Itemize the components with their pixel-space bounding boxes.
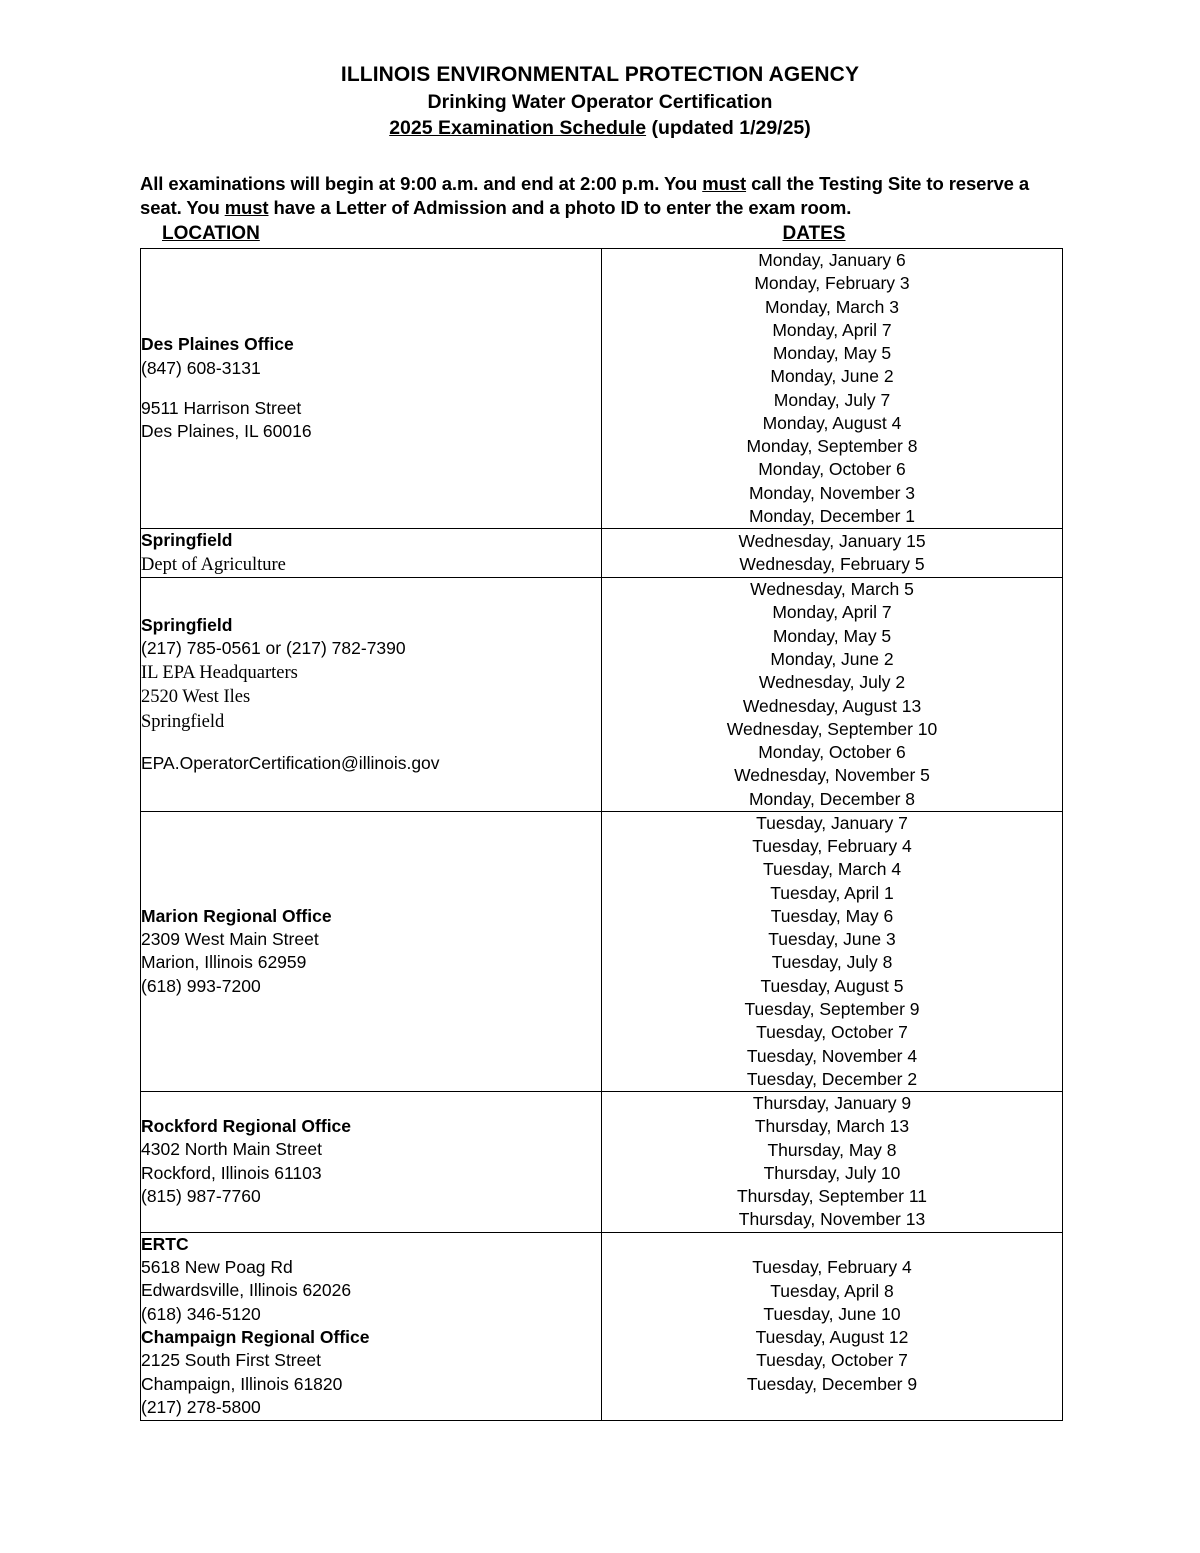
location-cell — [141, 248, 602, 528]
date-item: Tuesday, April 8 — [770, 1280, 894, 1301]
date-item: Monday, June 2 — [770, 649, 894, 669]
location-cell — [141, 578, 602, 812]
date-item: Monday, June 2 — [770, 366, 894, 387]
date-item: Tuesday, August 5 — [760, 975, 904, 996]
date-item: Wednesday, August 13 — [742, 695, 922, 716]
location-citystate: Rockford, Illinois 61103 — [141, 1162, 322, 1183]
date-item: Monday, January 6 — [758, 249, 906, 270]
intro-part-2: call the Testing Site to reserve a seat. You — [140, 172, 1030, 219]
location-citystate: Edwardsville, Illinois 62026 — [141, 1280, 352, 1301]
location-phone: (815) 987-7760 — [141, 1186, 261, 1207]
schedule-title-text: 2025 Examination Schedule — [389, 116, 647, 139]
date-item: Wednesday, January 15 — [738, 530, 926, 551]
date-item: Tuesday, October 7 — [756, 1350, 908, 1371]
location-city: Springfield — [141, 712, 225, 733]
date-item: Wednesday, February 5 — [739, 554, 925, 575]
date-item: Thursday, January 9 — [752, 1093, 912, 1114]
date-item: Monday, April 7 — [772, 602, 892, 623]
date-item: Tuesday, June 10 — [763, 1303, 901, 1324]
date-item: Monday, April 7 — [772, 319, 892, 340]
intro-part-3: have a Letter of Admission and a photo ID to enter the exam room. — [268, 197, 852, 219]
date-item: Tuesday, June 3 — [768, 929, 896, 950]
dates-cell — [602, 248, 1063, 528]
table-row — [141, 248, 1063, 528]
table-row — [141, 529, 1063, 578]
date-item: Tuesday, September 9 — [744, 998, 920, 1019]
date-item: Tuesday, December 9 — [746, 1373, 918, 1394]
schedule-updated-text: (updated 1/29/25) — [646, 116, 811, 139]
date-item: Tuesday, March 4 — [762, 859, 902, 880]
date-item: Tuesday, November 4 — [746, 1045, 918, 1066]
table-row — [141, 578, 1063, 812]
program-title: Drinking Water Operator Certification — [427, 90, 773, 113]
date-item: Tuesday, May 6 — [770, 905, 894, 926]
location-name: ERTC — [141, 1233, 189, 1254]
intro-paragraph — [140, 172, 1060, 221]
date-item: Monday, November 3 — [748, 482, 915, 503]
date-item: Tuesday, October 7 — [756, 1022, 908, 1043]
intro-must-1: must — [702, 172, 747, 194]
date-item: Monday, September 8 — [746, 436, 918, 457]
location-street: 2520 West Iles — [141, 687, 251, 708]
document-header — [140, 62, 1060, 141]
date-item: Tuesday, August 12 — [755, 1327, 909, 1348]
location-cell — [141, 1092, 602, 1233]
location-citystate-secondary: Champaign, Illinois 61820 — [141, 1373, 343, 1394]
location-name-secondary: Champaign Regional Office — [141, 1327, 370, 1348]
dates-cell — [602, 529, 1063, 578]
column-header-location — [140, 223, 600, 245]
location-spacer — [141, 380, 601, 397]
exam-schedule-body — [141, 248, 1063, 1420]
column-header-dates-label: DATES — [782, 222, 846, 244]
intro-must-2: must — [224, 197, 269, 219]
location-street: 4302 North Main Street — [141, 1139, 322, 1160]
date-item: Monday, May 5 — [772, 343, 892, 364]
date-item: Wednesday, November 5 — [734, 765, 930, 786]
exam-schedule-table — [140, 248, 1063, 1421]
date-item: Monday, July 7 — [773, 389, 891, 410]
date-item: Wednesday, September 10 — [726, 718, 938, 739]
date-item: Tuesday, February 4 — [752, 1257, 912, 1278]
date-item: Tuesday, January 7 — [756, 812, 908, 833]
location-cell — [141, 529, 602, 578]
location-spacer — [141, 735, 601, 752]
date-item: Thursday, July 10 — [763, 1162, 901, 1183]
date-item: Monday, March 3 — [765, 296, 899, 317]
location-name: Marion Regional Office — [141, 905, 332, 926]
date-item: Thursday, March 13 — [754, 1116, 910, 1137]
location-email: EPA.OperatorCertification@illinois.gov — [141, 752, 440, 773]
location-phone: (618) 993-7200 — [141, 975, 261, 996]
agency-title: ILLINOIS ENVIRONMENTAL PROTECTION AGENCY — [340, 63, 860, 86]
location-citystate: Des Plaines, IL 60016 — [141, 421, 312, 442]
date-item: Wednesday, March 5 — [750, 579, 914, 600]
date-item: Monday, October 6 — [758, 742, 906, 763]
dates-cell — [602, 1092, 1063, 1233]
location-name: Des Plaines Office — [141, 334, 294, 355]
date-item: Thursday, May 8 — [767, 1139, 897, 1160]
date-item: Tuesday, July 8 — [771, 952, 893, 973]
location-citystate: Marion, Illinois 62959 — [141, 952, 307, 973]
location-phone: (217) 785-0561 or (217) 782-7390 — [141, 638, 406, 659]
date-item: Monday, December 1 — [748, 505, 915, 526]
location-phone: (618) 346-5120 — [141, 1303, 261, 1324]
date-item: Monday, February 3 — [754, 273, 910, 294]
date-item: Wednesday, July 2 — [758, 672, 906, 693]
date-item: Tuesday, April 1 — [770, 882, 894, 903]
location-detail: Dept of Agriculture — [141, 554, 286, 575]
date-item: Tuesday, December 2 — [746, 1068, 918, 1089]
location-name: Rockford Regional Office — [141, 1116, 352, 1137]
location-street-secondary: 2125 South First Street — [141, 1350, 321, 1371]
location-phone: (847) 608-3131 — [141, 357, 261, 378]
column-headers — [140, 223, 1060, 245]
location-cell — [141, 811, 602, 1091]
date-item: Monday, October 6 — [758, 459, 906, 480]
dates-cell — [602, 1232, 1063, 1420]
table-row — [141, 1232, 1063, 1420]
location-name: Springfield — [141, 530, 233, 551]
location-cell — [141, 1232, 602, 1420]
date-item: Thursday, September 11 — [736, 1186, 927, 1207]
location-street: 2309 West Main Street — [141, 929, 319, 950]
column-header-location-label: LOCATION — [162, 222, 260, 244]
location-street: 5618 New Poag Rd — [141, 1257, 293, 1277]
location-phone-secondary: (217) 278-5800 — [141, 1397, 261, 1418]
dates-cell — [602, 811, 1063, 1091]
date-item: Monday, December 8 — [748, 788, 915, 809]
dates-cell — [602, 578, 1063, 812]
schedule-title — [140, 116, 1060, 141]
location-name: Springfield — [141, 614, 233, 635]
table-row — [141, 1092, 1063, 1233]
date-item: Monday, May 5 — [772, 625, 892, 646]
location-building: IL EPA Headquarters — [141, 662, 298, 683]
date-item: Monday, August 4 — [762, 412, 902, 433]
date-item: Thursday, November 13 — [738, 1209, 926, 1230]
intro-part-1: All examinations will begin at 9:00 a.m. and end at 2:00 p.m. You — [140, 172, 703, 194]
date-item: Tuesday, February 4 — [752, 836, 912, 857]
column-header-dates — [600, 223, 1060, 245]
location-street: 9511 Harrison Street — [141, 398, 302, 419]
table-row — [141, 811, 1063, 1091]
